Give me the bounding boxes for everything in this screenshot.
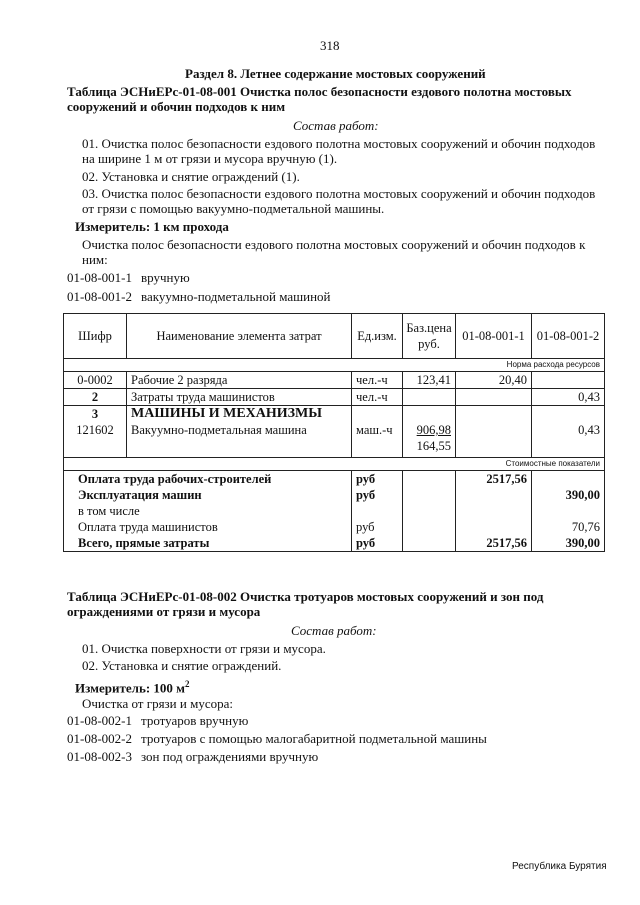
table1-work-2: 02. Установка и снятие ограждений (1). <box>82 169 300 184</box>
machines-name: Вакуумно-подметальная машина <box>131 423 307 437</box>
machines-price-line1: 906,98 <box>416 423 451 437</box>
table1-code-1-desc: вручную <box>141 270 190 285</box>
table-header-row <box>64 314 605 359</box>
machines-unit-cell <box>352 406 403 458</box>
totals-v2: 390,00 <box>532 535 605 552</box>
totals-name: Оплата труда рабочих-строителей <box>64 471 352 488</box>
totals-name: Эксплуатация машин <box>64 487 352 503</box>
row-name: Рабочие 2 разряда <box>127 372 352 389</box>
row-code: 2 <box>64 389 127 406</box>
table2-code-3-desc: зон под ограждениями вручную <box>141 749 319 764</box>
table2-code-1-desc: тротуаров вручную <box>141 713 249 728</box>
cost-table <box>63 313 605 552</box>
totals-row <box>64 535 605 552</box>
machines-name-cell <box>127 406 352 458</box>
footer-region: Республика Бурятия <box>512 861 607 872</box>
totals-v2 <box>532 471 605 488</box>
machines-group-name: МАШИНЫ И МЕХАНИЗМЫ <box>131 406 323 421</box>
totals-name: Всего, прямые затраты <box>64 535 352 552</box>
table2-measure-text: Измеритель: 100 м <box>75 680 186 696</box>
table2-intro: Очистка от грязи и мусора: <box>82 696 233 711</box>
machines-code: 121602 <box>76 423 114 437</box>
table1-intro-line2: ним: <box>82 252 108 267</box>
header-price <box>403 314 456 359</box>
table1-title-line1: Таблица ЭСНиЕРс-01-08-001 Очистка полос безопасности ездового полотна мостовых <box>67 84 572 99</box>
row-v2 <box>532 372 605 389</box>
table2-title-line1: Таблица ЭСНиЕРс-01-08-002 Очистка тротуаров мостовых сооружений и зон под <box>67 589 544 604</box>
table2-code-2: 01-08-002-2 <box>67 731 132 746</box>
row-price <box>403 389 456 406</box>
section-title: Раздел 8. Летнее содержание мостовых сооружений <box>185 66 486 81</box>
totals-v1: 2517,56 <box>456 471 532 488</box>
cost-label: Стоимостные показатели <box>64 458 605 471</box>
totals-v1 <box>456 503 532 519</box>
table2-code-2-desc: тротуаров с помощью малогабаритной подметальной машины <box>141 731 487 746</box>
table1-work-3b: от грязи с помощью вакуумно-подметальной машины. <box>82 201 385 216</box>
totals-v2 <box>532 503 605 519</box>
header-col1: 01-08-001-1 <box>456 314 532 359</box>
table-row <box>64 389 605 406</box>
table2-work-1: 01. Очистка поверхности от грязи и мусора. <box>82 641 326 656</box>
table1-intro-line1: Очистка полос безопасности ездового полотна мостовых сооружений и обочин подходов к <box>82 237 586 252</box>
table1-composition-heading: Состав работ: <box>293 118 379 133</box>
table2-measure-sup: 2 <box>185 679 190 689</box>
machines-unit: маш.-ч <box>356 423 393 437</box>
row-price: 123,41 <box>403 372 456 389</box>
totals-v1 <box>456 487 532 503</box>
machines-price-line2: 164,55 <box>416 439 451 453</box>
machines-group-code: 3 <box>91 407 99 421</box>
norm-label-row <box>64 359 605 372</box>
table2-code-1: 01-08-002-1 <box>67 713 132 728</box>
totals-row <box>64 503 605 519</box>
totals-unit: руб <box>352 519 403 535</box>
totals-v2: 70,76 <box>532 519 605 535</box>
table1-code-2-desc: вакуумно-подметальной машиной <box>141 289 331 304</box>
machines-v2: 0,43 <box>578 423 600 437</box>
table2-measure <box>75 676 190 696</box>
header-code: Шифр <box>64 314 127 359</box>
page-number: 318 <box>320 38 340 53</box>
totals-row <box>64 519 605 535</box>
table1-code-1: 01-08-001-1 <box>67 270 132 285</box>
totals-unit: руб <box>352 471 403 488</box>
totals-unit: руб <box>352 535 403 552</box>
totals-v2: 390,00 <box>532 487 605 503</box>
machines-code-cell <box>64 406 127 458</box>
totals-name: в том числе <box>64 503 352 519</box>
totals-row <box>64 471 605 488</box>
norm-label: Норма расхода ресурсов <box>64 359 605 372</box>
table1-measure: Измеритель: 1 км прохода <box>75 219 229 234</box>
totals-v1 <box>456 519 532 535</box>
row-unit: чел.-ч <box>352 372 403 389</box>
row-v2: 0,43 <box>532 389 605 406</box>
header-name: Наименование элемента затрат <box>127 314 352 359</box>
machines-price-cell <box>403 406 456 458</box>
table2-work-2: 02. Установка и снятие ограждений. <box>82 658 282 673</box>
totals-unit: руб <box>352 487 403 503</box>
totals-name: Оплата труда машинистов <box>64 519 352 535</box>
row-v1 <box>456 389 532 406</box>
row-v1: 20,40 <box>456 372 532 389</box>
header-unit: Ед.изм. <box>352 314 403 359</box>
table1-work-3a: 03. Очистка полос безопасности ездового полотна мостовых сооружений и обочин подходов <box>82 186 596 201</box>
table2-code-3: 01-08-002-3 <box>67 749 132 764</box>
header-col2: 01-08-001-2 <box>532 314 605 359</box>
table2-composition-heading: Состав работ: <box>291 623 377 638</box>
row-unit: чел.-ч <box>352 389 403 406</box>
table1-code-2: 01-08-001-2 <box>67 289 132 304</box>
machines-v1 <box>456 406 532 458</box>
machines-v2-cell <box>532 406 605 458</box>
cost-label-row <box>64 458 605 471</box>
table2-title-line2: ограждениями от грязи и мусора <box>67 604 261 619</box>
row-code: 0-0002 <box>64 372 127 389</box>
table-row <box>64 372 605 389</box>
totals-v1: 2517,56 <box>456 535 532 552</box>
table1-work-1b: на ширине 1 м от грязи и мусора вручную (1). <box>82 151 338 166</box>
header-price-line2: руб. <box>418 337 440 351</box>
machines-row <box>64 406 605 458</box>
totals-unit <box>352 503 403 519</box>
table1-title-line2: сооружений и обочин подходов к ним <box>67 99 286 114</box>
table1-work-1a: 01. Очистка полос безопасности ездового полотна мостовых сооружений и обочин подходов <box>82 136 596 151</box>
totals-row <box>64 487 605 503</box>
row-name: Затраты труда машинистов <box>127 389 352 406</box>
header-price-line1: Баз.цена <box>406 321 452 335</box>
